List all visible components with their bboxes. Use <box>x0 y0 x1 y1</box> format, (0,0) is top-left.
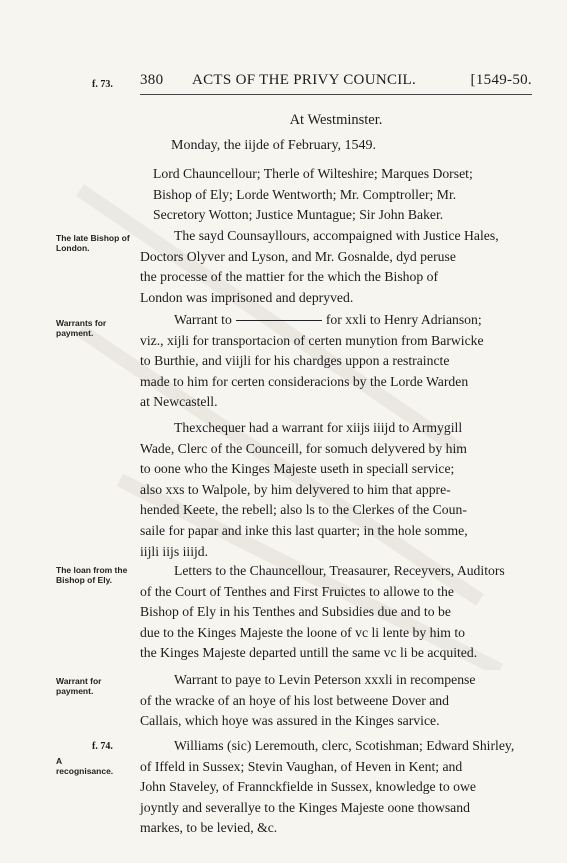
attendee-line: Lord Chauncellour; Therle of Wilteshire; Marques Dorset; <box>153 166 473 181</box>
running-title: ACTS OF THE PRIVY COUNCIL. <box>192 72 417 88</box>
meeting-date: Monday, the iijde of February, 1549. <box>171 138 377 153</box>
header-rule <box>140 94 532 95</box>
sidenote-bishop-london: The late Bishop of London. <box>56 233 130 253</box>
attendee-line: Bishop of Ely; Lorde Wentworth; Mr. Comptroller; Mr. <box>153 186 457 202</box>
blank-line <box>236 320 322 321</box>
paragraph-exchequer: Thexchequer had a warrant for xiijs iiijd to Armygill Wade, Clerc of the Counceill, for somuch delyvered by him to oone who the Kinges Majeste useth in speciall service; also xxs to Walpole, by him delyvered to him that appre- hended Keete, the rebell; also ls to the Clerkes of the Coun- saile for papar and inke this last quarter; in the hole somme, iijli iijs iiijd. <box>140 420 468 559</box>
sidenote-recognisance: A recognisance. <box>56 756 114 776</box>
paragraph-recognisance: Williams (sic) Leremouth, clerc, Scotishman; Edward Shirley, of Iffeld in Sussex; Stevin Vaughan, of Heven in Kent; and John Staveley, of Frannckfielde in Sussex, knowledge to owe joyntly and severallye to the Kinges Majeste oone thowsand markes, to be levied, &c. <box>140 738 515 836</box>
folio-74: f. 74. <box>92 741 113 752</box>
attendee-line: Secretory Wotton; Justice Muntague; Sir John Baker. <box>153 207 444 222</box>
paragraph-warrant-adrianson: Warrant to for xxli to Henry Adrianson; viz., xijli for transportacion of certen munytion from Barwicke to Burthie, and viijli for his chardges uppon a restraincte made to him for certen consideracions by the Lorde Warden at Newcastell. <box>140 312 484 410</box>
sidenote-warrant-payment: Warrant for payment. <box>56 676 102 696</box>
attendee-list <box>153 164 533 226</box>
paragraph-bishop-london: The sayd Counsayllours, accompaigned with Justice Hales, Doctors Olyver and Lyson, and Mr. Gosnalde, dyd peruse the processe of the mattier for the which the Bishop of London was imprisoned and depryved. <box>140 228 499 305</box>
page-number: 380 <box>140 72 164 88</box>
paragraph-peterson: Warrant to paye to Levin Peterson xxxli in recompense of the wracke of an hoye of his lost betweene Dover and Callais, which hoye was assured in the Kinges sarvice. <box>140 672 476 729</box>
folio-73: f. 73. <box>92 79 113 90</box>
sidenote-warrants-payment: Warrants for payment. <box>56 318 107 338</box>
sidenote-loan-ely: The loan from the Bishop of Ely. <box>56 565 128 585</box>
paragraph-loan-ely: Letters to the Chauncellour, Treasaurer, Receyvers, Auditors of the Court of Tenthes and First Fruictes to allowe to the Bishop of Ely in his Tenthes and Subsidies due and to be due to the Kinges Majeste the loone of vc li lente by him to the Kinges Majeste departed untill the same vc li be acquited. <box>140 563 505 661</box>
meeting-place: At Westminster. <box>289 112 383 128</box>
header-year: [1549-50. <box>470 72 532 88</box>
